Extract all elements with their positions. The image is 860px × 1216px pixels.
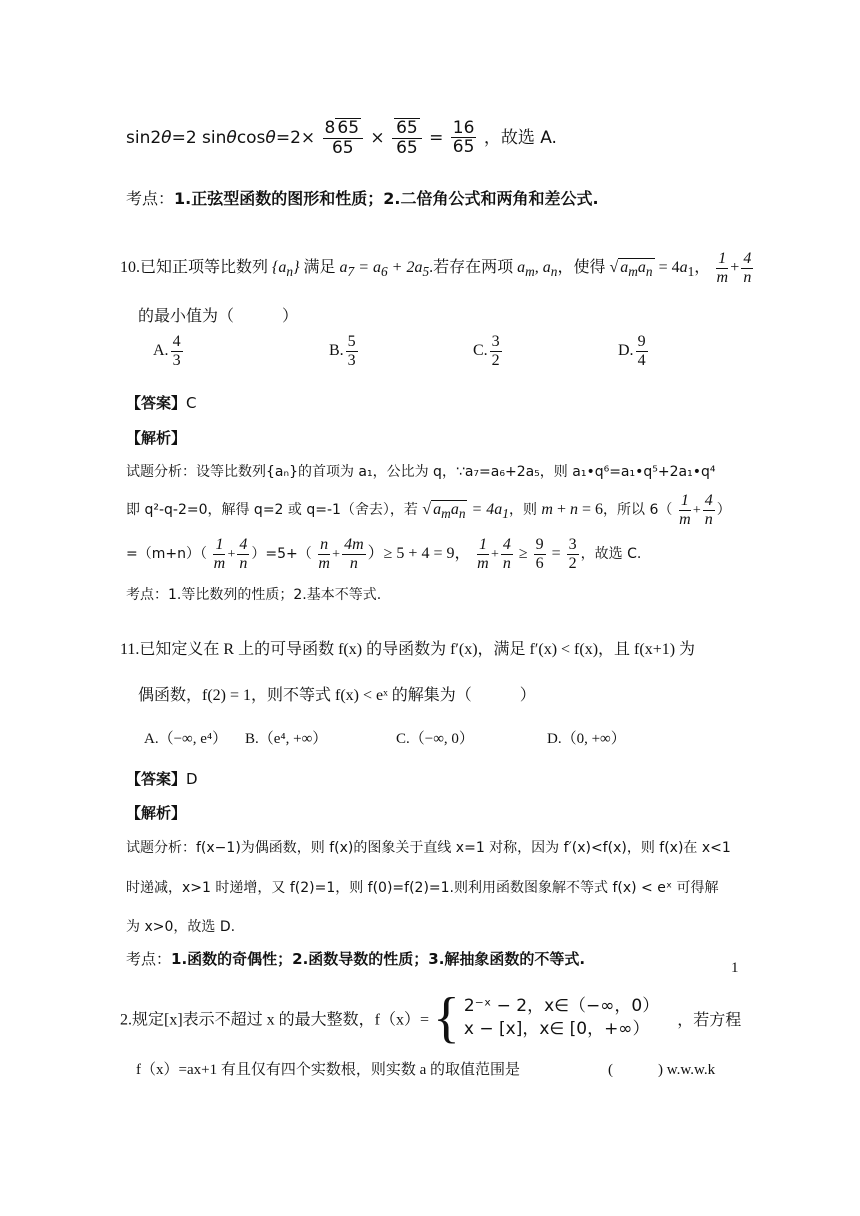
q11-option-a: A.（−∞, e⁴） xyxy=(144,731,228,747)
q11-stem-line1: 11.已知定义在 R 上的可导函数 f(x) 的导函数为 f′(x)，满足 f′(x) < f(x)，且 f(x+1) 为 xyxy=(120,641,696,658)
q10-option-b xyxy=(329,333,360,369)
q10-sqrt-cond: √ $a_ma_n = 4a_1$ xyxy=(609,258,695,279)
kaodian-label: 考点： xyxy=(126,587,168,603)
analysis-text: 即 q²-q-2=0，解得 q=2 或 q=-1（舍去），若 xyxy=(126,502,418,519)
q11-kaodian xyxy=(126,948,585,969)
q12-stem-line2 xyxy=(136,1058,520,1079)
answer-value: C xyxy=(186,394,197,412)
analysis-text: ，则 xyxy=(508,502,537,519)
analysis-text: ，故选 C. xyxy=(580,546,642,563)
q10-option-a xyxy=(153,333,185,369)
option-label: C. xyxy=(473,341,488,359)
q10-kaodian xyxy=(126,584,381,604)
q10-option-c xyxy=(473,333,504,369)
q9-frac-3: $\frac{16}{65}$ xyxy=(452,117,475,158)
kaodian-label: 考点： xyxy=(126,189,175,208)
analysis-text: ）=5+（ xyxy=(251,546,312,563)
q10-stem-mid1: 满足 xyxy=(303,258,336,276)
option-den: 3 xyxy=(347,351,356,369)
q10-stem-line1: 10.已知正项等比数列 $\{a_n\}$ 满足 $a_7 = a_6 + 2a_5$.若存在两项 $a_m$, $a_n$，使得 √ $a_ma_n = 4a_1$， $\frac{1}{m}$ + $\frac{4}{n}$ xyxy=(120,250,752,286)
q11-analysis-line1: 试题分析：f(x−1)为偶函数，则 f(x)的图象关于直线 x=1 对称，因为 f′(x)<f(x)，则 f(x)在 x<1 xyxy=(126,840,731,856)
kaodian-text: 1.函数的奇偶性；2.函数导数的性质；3.解抽象函数的不等式. xyxy=(171,950,586,968)
q10-analysis-label: 【解析】 xyxy=(126,429,187,447)
page-number: 1 xyxy=(731,960,739,976)
option-label: D. xyxy=(618,341,634,359)
answer-label: 【答案】 xyxy=(126,770,187,788)
analysis-text: =（m+n）（ xyxy=(126,546,207,563)
q9-formula: sin2θ=2 sinθcosθ=2× $\frac{8 65}{65}$ × $\frac{65}{65}$ = $\frac{16}{65}$ ，故选 A. xyxy=(126,117,557,158)
q11-option-c: C.（−∞, 0） xyxy=(396,731,474,747)
kaodian-label: 考点： xyxy=(126,950,172,968)
piecewise-cases xyxy=(464,995,659,1041)
q10-condition: $a_7 = a_6 + 2a_5$ xyxy=(339,258,430,279)
case-2: x − [x]，x∈ [0，+∞） xyxy=(463,1019,650,1039)
q9-frac-2: $\frac{65}{65}$ xyxy=(392,118,422,157)
analysis-text: ，所以 6（ xyxy=(603,502,673,519)
q11-analysis-line3: 为 x>0，故选 D. xyxy=(126,919,236,935)
answer-value: D xyxy=(186,770,198,788)
q9-kaodian xyxy=(126,186,599,209)
q10-answer xyxy=(126,392,197,413)
q11-stem-line2: 偶函数，f(2) = 1，则不等式 f(x) < eˣ 的解集为（ ） xyxy=(138,687,536,704)
option-num: 3 xyxy=(491,333,500,350)
q11-option-b: B.（e⁴, +∞） xyxy=(245,731,328,747)
q10-stem-prefix: 10.已知正项等比数列 xyxy=(120,258,269,276)
q10-terms: $a_m$, $a_n$ xyxy=(517,258,558,279)
kaodian-text: 1.正弦型函数的图形和性质；2.二倍角公式和两角和差公式. xyxy=(174,189,599,208)
q11-analysis-line2: 时递减，x>1 时递增，又 f(2)=1，则 f(0)=f(2)=1.则利用函数图象解不等式 f(x) < eˣ 可得解 xyxy=(126,880,719,896)
q10-analysis-line2: 即 q²-q-2=0，解得 q=2 或 q=-1（舍去），若 √ $a_ma_n = 4a_1$，则 m + n = 6，所以 6（ $\frac{1}{m}$ + $\frac{4}{n}$ ） xyxy=(126,492,731,528)
q12-stem-suffix: ，若方程 xyxy=(677,1011,742,1029)
q12-stem-text: f（x）=ax+1 有且仅有四个实数根，则实数 a 的取值范围是 xyxy=(136,1062,520,1078)
q10-frac-4n: $\frac{4}{n}$ xyxy=(743,250,752,286)
option-den: 3 xyxy=(172,351,181,369)
option-num: 5 xyxy=(347,333,356,350)
q10-option-d xyxy=(618,333,650,369)
q9-frac-1: $\frac{8 65}{65}$ xyxy=(323,118,363,157)
q12-stem-line1 xyxy=(120,987,742,1049)
option-num: 9 xyxy=(637,333,646,350)
q12-stem-prefix: 2.规定[x]表示不超过 x 的最大整数，f（x）= xyxy=(120,1011,430,1029)
option-den: 2 xyxy=(491,351,500,369)
left-brace: { xyxy=(433,987,460,1049)
q9-formula-line xyxy=(126,118,557,157)
q11-answer xyxy=(126,768,198,789)
q10-analysis-line3: =（m+n）（ $\frac{1}{m}$ + $\frac{4}{n}$ ）=5+（ $\frac{n}{m}$ + $\frac{4m}{n}$ ）≥ 5 + 4 = 9， $\frac{1}{m}$ + $\frac{4}{n}$ ≥ $\frac{9}{6}$ = $\frac{3}{2}$ ，故选 C. xyxy=(126,536,642,572)
analysis-text: ）≥ 5 + 4 = 9， xyxy=(367,545,471,563)
q10-analysis-line1: 试题分析：设等比数列{aₙ}的首项为 a₁，公比为 q，∵a₇=a₆+2a₅，则 a₁•q⁶=a₁•q⁵+2a₁•q⁴ xyxy=(126,464,716,480)
kaodian-text: 1.等比数列的性质；2.基本不等式. xyxy=(168,587,382,603)
q10-frac-1m: $\frac{1}{m}$ xyxy=(716,250,729,286)
q11-option-d: D.（0, +∞） xyxy=(547,731,626,747)
answer-label: 【答案】 xyxy=(126,394,187,412)
q10-stem-line2: 的最小值为（ ） xyxy=(138,308,299,325)
option-num: 4 xyxy=(172,333,181,350)
option-label: B. xyxy=(329,341,344,359)
q10-stem-mid2: .若存在两项 xyxy=(429,258,514,276)
q12-stem-tail: ( ) w.w.w.k xyxy=(608,1062,716,1078)
q10-seq: $\{a_n\}$ xyxy=(272,258,300,279)
q11-analysis-label: 【解析】 xyxy=(126,804,187,822)
option-label: A. xyxy=(153,341,169,359)
q10-stem-mid3: ，使得 xyxy=(557,258,606,276)
case-1: 2⁻ˣ − 2，x∈（−∞，0） xyxy=(463,996,660,1017)
option-den: 4 xyxy=(637,351,646,369)
